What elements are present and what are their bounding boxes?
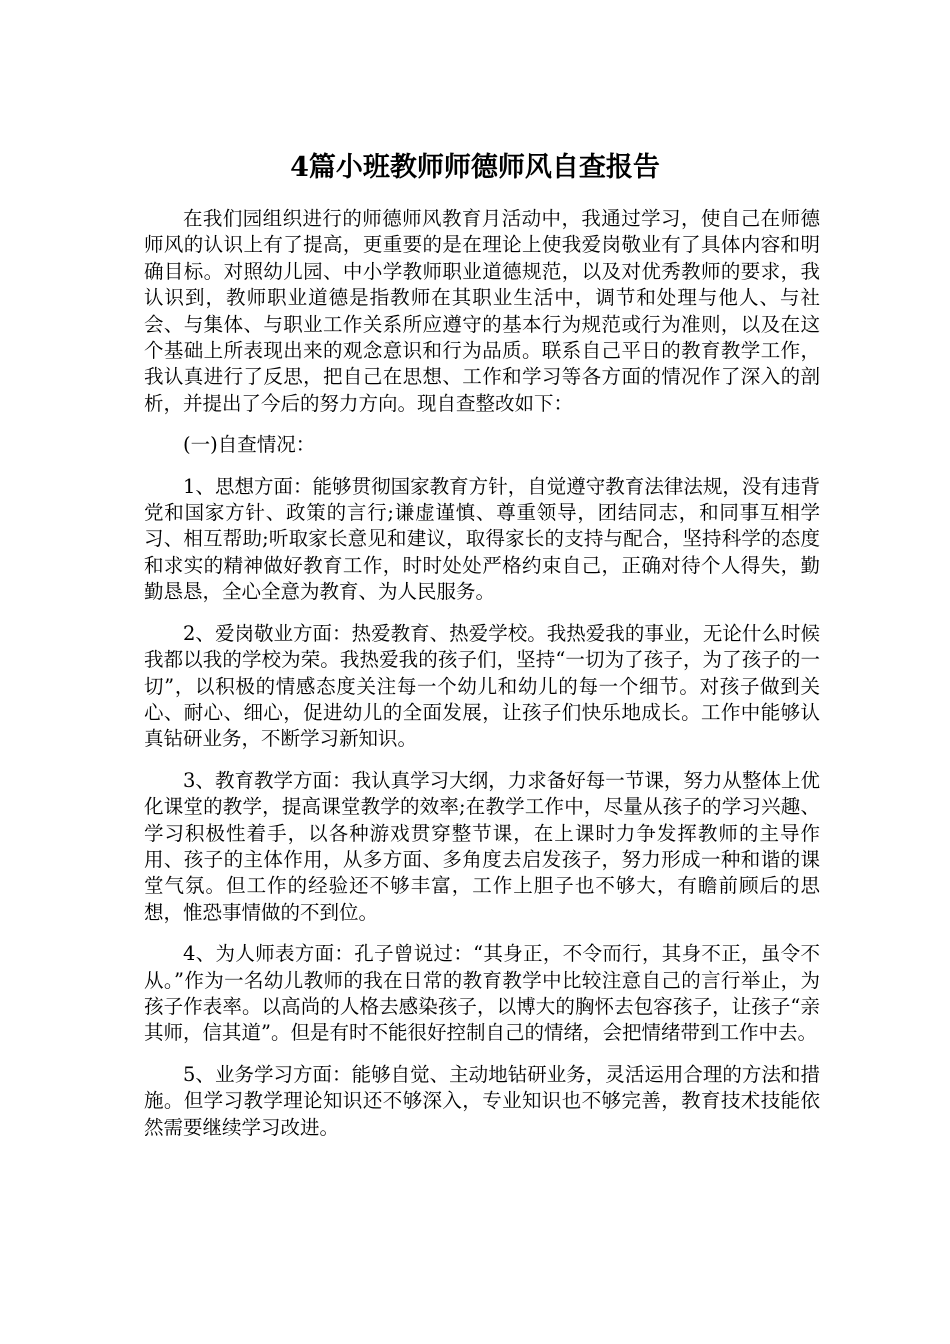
paragraph-thought: 1、思想方面：能够贯彻国家教育方针，自觉遵守教育法律法规，没有违背党和国家方针、政策的言行;谦虚谨慎、尊重领导，团结同志，和同事互相学习、相互帮助;听取家长意见和建议，取得家长的支持与配合，坚持科学的态度和求实的精神做好教育工作，时时处处严格约束自己，正确对待个人得失，勤勤恳恳，全心全意为教育、为人民服务。: [144, 474, 820, 604]
paragraph-dedication: 2、爱岗敬业方面：热爱教育、热爱学校。我热爱我的事业，无论什么时候我都以我的学校为荣。我热爱我的孩子们，坚持“一切为了孩子，为了孩子的一切”，以积极的情感态度关注每一个幼儿和幼儿的每一个细节。对孩子做到关心、耐心、细心，促进幼儿的全面发展，让孩子们快乐地成长。工作中能够认真钻研业务，不断学习新知识。: [144, 621, 820, 751]
document-body: [144, 206, 820, 1156]
paragraph-role-model: 4、为人师表方面：孔子曾说过：“其身正，不令而行，其身不正，虽令不从。”作为一名幼儿教师的我在日常的教育教学中比较注意自己的言行举止，为孩子作表率。以高尚的人格去感染孩子，以博大的胸怀去包容孩子，让孩子“亲其师，信其道”。但是有时不能很好控制自己的情绪，会把情绪带到工作中去。: [144, 942, 820, 1045]
paragraph-teaching: 3、教育教学方面：我认真学习大纲，力求备好每一节课，努力从整体上优化课堂的教学，提高课堂教学的效率;在教学工作中，尽量从孩子的学习兴趣、学习积极性着手，以各种游戏贯穿整节课，在上课时力争发挥教师的主导作用、孩子的主体作用，从多方面、多角度去启发孩子，努力形成一种和谐的课堂气氛。但工作的经验还不够丰富，工作上胆子也不够大，有瞻前顾后的思想，惟恐事情做的不到位。: [144, 768, 820, 924]
document-title: 4篇小班教师师德师风自查报告: [290, 152, 660, 183]
paragraph-intro: 在我们园组织进行的师德师风教育月活动中，我通过学习，使自己在师德师风的认识上有了提高，更重要的是在理论上使我爱岗敬业有了具体内容和明确目标。对照幼儿园、中小学教师职业道德规范，以及对优秀教师的要求，我认识到，教师职业道德是指教师在其职业生活中，调节和处理与他人、与社会、与集体、与职业工作关系所应遵守的基本行为规范或行为准则，以及在这个基础上所表现出来的观念意识和行为品质。联系自己平日的教育教学工作，我认真进行了反思，把自己在思想、工作和学习等各方面的情况作了深入的剖析，并提出了今后的努力方向。现自查整改如下：: [144, 207, 820, 415]
paragraph-section-heading: (一)自查情况：: [183, 433, 316, 457]
paragraph-study: 5、业务学习方面：能够自觉、主动地钻研业务，灵活运用合理的方法和措施。但学习教学理论知识还不够深入，专业知识也不够完善，教育技术技能依然需要继续学习改进。: [144, 1062, 820, 1139]
